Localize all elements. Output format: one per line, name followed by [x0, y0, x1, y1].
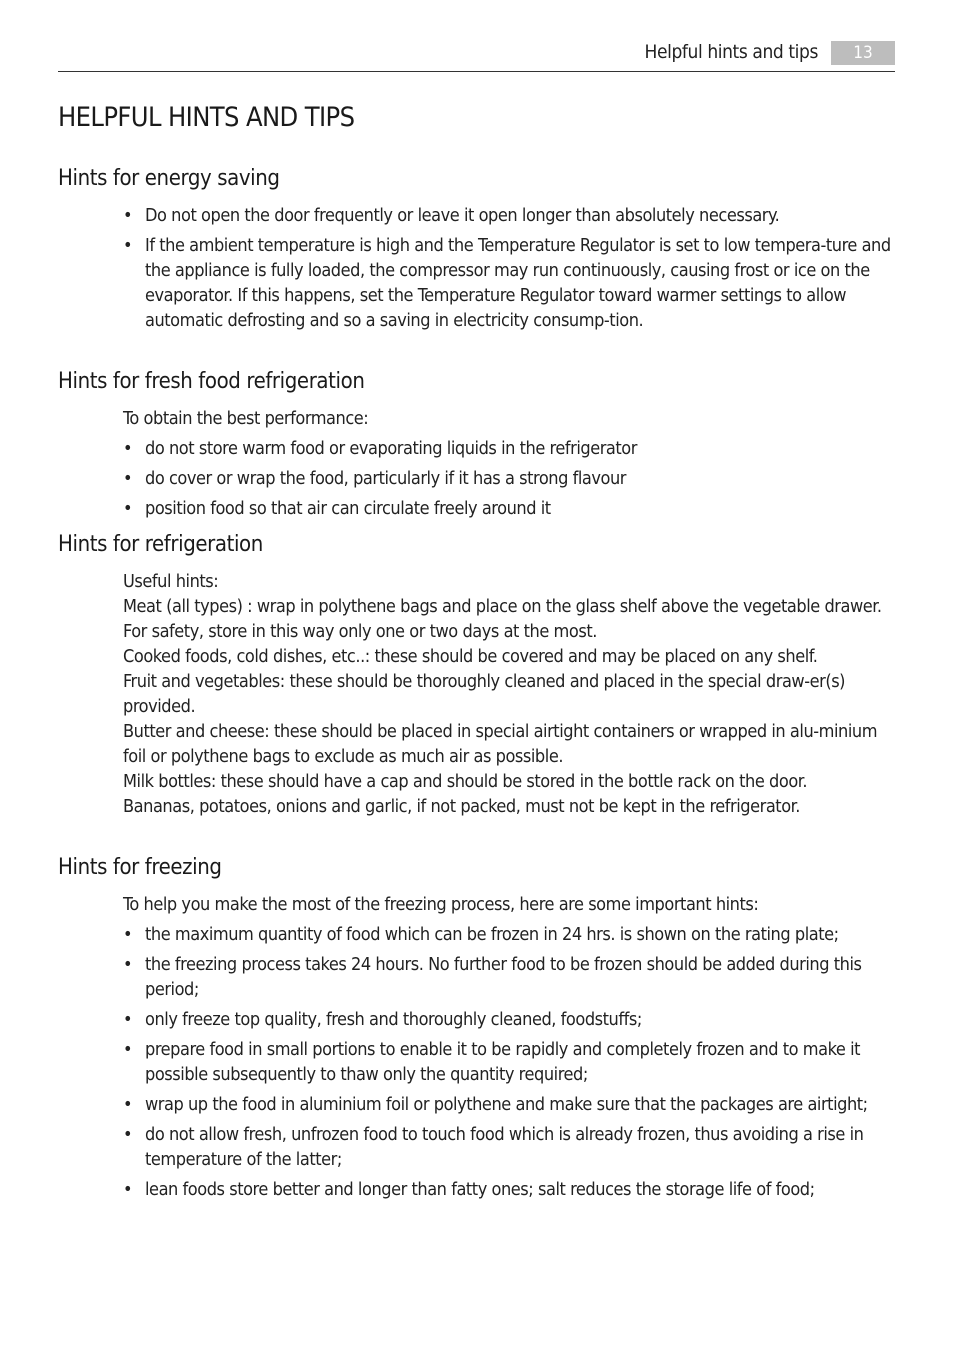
list-item: • only freeze top quality, fresh and thoroughly cleaned, foodstuffs;: [123, 1007, 895, 1032]
section-heading-energy-saving: Hints for energy saving: [58, 166, 280, 191]
section-heading-fresh-food: Hints for fresh food refrigeration: [58, 369, 365, 394]
freezing-intro: To help you make the most of the freezing process, here are some important hints:: [123, 894, 759, 915]
page-number: 13: [831, 41, 895, 65]
list-item: • the maximum quantity of food which can be frozen in 24 hrs. is shown on the rating plate;: [123, 922, 895, 947]
refrigeration-line: Bananas, potatoes, onions and garlic, if not packed, must not be kept in the refrigerator.: [123, 796, 800, 817]
page-title: HELPFUL HINTS AND TIPS: [58, 102, 355, 133]
refrigeration-line: For safety, store in this way only one or two days at the most.: [123, 621, 597, 642]
refrigeration-line: Cooked foods, cold dishes, etc..: these should be covered and may be placed on any shelf.: [123, 646, 818, 667]
list-item: • the freezing process takes 24 hours. No further food to be frozen should be added during this period;: [123, 952, 895, 1002]
refrigeration-line: Milk bottles: these should have a cap and should be stored in the bottle rack on the door.: [123, 771, 808, 792]
refrigeration-line: Useful hints:: [123, 571, 219, 592]
list-item: • If the ambient temperature is high and the Temperature Regulator is set to low tempera-ture and the appliance is fully loaded, the compressor may run continuously, causing frost or ice on the evaporator. If this happens, set the Temperature Regulator toward warmer settings to allow automatic defrosting and so a saving in electricity consump-tion.: [123, 233, 895, 333]
running-header: [58, 40, 895, 72]
list-item: • position food so that air can circulate freely around it: [123, 496, 895, 521]
fresh-food-block: [123, 406, 895, 526]
energy-saving-list: [123, 203, 895, 338]
running-title: Helpful hints and tips: [644, 41, 818, 63]
list-item: • do not allow fresh, unfrozen food to touch food which is already frozen, thus avoiding a rise in temperature of the latter;: [123, 1122, 895, 1172]
refrigeration-block: [123, 569, 895, 819]
list-item: • lean foods store better and longer than fatty ones; salt reduces the storage life of food;: [123, 1177, 895, 1202]
section-heading-refrigeration: Hints for refrigeration: [58, 532, 263, 557]
list-item: • prepare food in small portions to enable it to be rapidly and completely frozen and to make it possible subsequently to thaw only the quantity required;: [123, 1037, 895, 1087]
section-heading-freezing: Hints for freezing: [58, 855, 222, 880]
list-item: • do cover or wrap the food, particularly if it has a strong flavour: [123, 466, 895, 491]
list-item: • Do not open the door frequently or leave it open longer than absolutely necessary.: [123, 203, 895, 228]
list-item: • do not store warm food or evaporating liquids in the refrigerator: [123, 436, 895, 461]
refrigeration-line: Meat (all types) : wrap in polythene bags and place on the glass shelf above the vegetable drawer.: [123, 596, 882, 617]
list-item: • wrap up the food in aluminium foil or polythene and make sure that the packages are airtight;: [123, 1092, 895, 1117]
fresh-food-intro: To obtain the best performance:: [123, 408, 369, 429]
refrigeration-line: Fruit and vegetables: these should be thoroughly cleaned and placed in the special draw-er(s) provided.: [123, 671, 846, 717]
refrigeration-line: Butter and cheese: these should be placed in special airtight containers or wrapped in alu-minium foil or polythene bags to exclude as much air as possible.: [123, 721, 878, 767]
freezing-block: [123, 892, 895, 1207]
